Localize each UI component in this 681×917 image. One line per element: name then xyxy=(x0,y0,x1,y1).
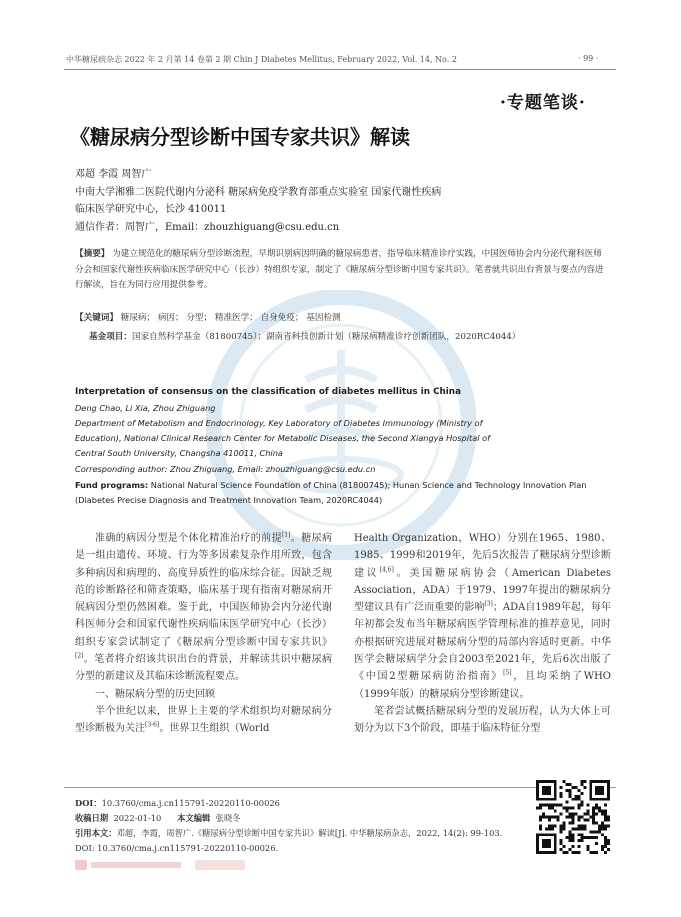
running-header: 中华糖尿病杂志 2022 年 2 月第 14 卷第 2 期 Chin J Diabetes Mellitus, February 2022, Vol. 14, No. 2 xyxy=(66,55,457,64)
citation-line: 引用本文：邓超，李霞，周智广.《糖尿病分型诊断中国专家共识》解读[J]. 中华糖尿病杂志，2022, 14(2): 99-103. DOI: 10.3760/cma.j.cn115791-20220110-00026. xyxy=(75,828,503,853)
english-funding-text: National Natural Science Foundation of China (81800745); Hunan Science and Technology Innovation Plan (Diabetes Precise Diagnosis and Treatment Innovation Team, 2020RC4044) xyxy=(75,480,587,505)
english-authors: Deng Chao, Li Xia, Zhou Zhiguang xyxy=(75,403,216,413)
body-paragraph: Health Organization，WHO）分别在1965、1980、1985、1999和2019年，先后5次报告了糖尿病分型诊断建议[4,6]。美国糖尿病协会（American Diabetes Association，ADA）于1979、1997年提出的糖尿病分型建议具有广泛而重要的影响[3]；ADA自1989年起，每年年初都会发布当年糖尿病医学管理标准的推荐意见，同时亦根据研究进展对糖尿病分型的局部内容适时更新。中华医学会糖尿病学分会自2003至2021年，先后6次出版了《中国2型糖尿病防治指南》[5]，且均采纳了WHO（1999年版）的糖尿病分型诊断建议。 xyxy=(354,533,612,700)
body-paragraph: 半个世纪以来，世界上主要的学术组织均对糖尿病分型诊断极为关注[3-6]。世界卫生组织（World xyxy=(75,705,332,735)
body-column-right xyxy=(354,530,611,738)
page-number: · 99 · xyxy=(578,54,599,63)
abstract-label: 【摘要】 xyxy=(75,249,110,259)
funding-cn xyxy=(75,330,607,346)
column-label: ·专题笔谈· xyxy=(500,93,586,113)
english-funding xyxy=(75,478,607,508)
english-affiliation-1: Department of Metabolism and Endocrinology, Key Laboratory of Diabetes Immunology (Ministry of xyxy=(75,418,483,428)
article-footer xyxy=(75,796,521,856)
english-title: Interpretation of consensus on the classification of diabetes mellitus in China xyxy=(75,387,462,397)
keywords-cn xyxy=(75,311,341,323)
received-line: 收稿日期 2022-01-10 本文编辑 张晓冬 xyxy=(75,813,241,823)
english-affiliation-2: Education), National Clinical Research Center for Metabolic Diseases, the Second Xiangya Hospital of xyxy=(75,433,491,443)
english-corresponding-author: Corresponding author: Zhou Zhiguang, Email: zhouzhiguang@csu.edu.cn xyxy=(75,464,376,474)
header-divider xyxy=(64,69,616,70)
keywords-text: 糖尿病； 病因； 分型； 精准医学； 自身免疫； 基因检测 xyxy=(120,313,341,323)
english-funding-label: Fund programs: xyxy=(75,480,149,490)
body-paragraph: 笔者尝试概括糖尿病分型的发展历程，认为大体上可划分为以下3个阶段，即基于临床特征分型 xyxy=(354,705,611,735)
qr-code[interactable] xyxy=(536,780,610,854)
publisher-logo-strip xyxy=(75,858,315,872)
keywords-label: 【关键词】 xyxy=(75,313,118,323)
abstract-cn xyxy=(75,247,607,294)
funding-text: 国家自然科学基金（81800745）；湖南省科技创新计划（糖尿病精准诊疗创新团队，2020RC4044） xyxy=(131,332,521,342)
abstract-text: 为建立规范化的糖尿病分型诊断流程，早期识别病因明确的糖尿病患者，指导临床精准诊疗实践，中国医师协会内分泌代谢科医师分会和国家代谢性疾病临床医学研究中心（长沙）特组织专家，制定了《糖尿病分型诊断中国专家共识》。笔者就共识出台背景与要点内容进行解读，旨在为同行应用提供参考。 xyxy=(75,249,604,290)
body-paragraph: 准确的病因分型是个体化精准治疗的前提[1]。糖尿病是一组由遗传、环境、行为等多因素复杂作用所致，包含多种病因和病理的、高度异质性的临床综合征。因缺乏规范的诊断路径和筛查策略，临床基于现有指南对糖尿病开展病因分型仍然困难。鉴于此，中国医师协会内分泌代谢科医师分会和国家代谢性疾病临床医学研究中心（长沙）组织专家尝试制定了《糖尿病分型诊断中国专家共识》[2]。笔者将介绍该共识出台的背景，并解读共识中糖尿病分型的新建议及其临床诊断流程要点。 xyxy=(75,531,333,683)
article-title: 《糖尿病分型诊断中国专家共识》解读 xyxy=(70,125,410,149)
english-affiliation-3: Central South University, Changsha 410011, China xyxy=(75,448,283,458)
section-heading: 一、糖尿病分型的历史回顾 xyxy=(95,688,215,700)
footer-divider xyxy=(64,787,616,788)
author-list: 邓超 李霞 周智广 xyxy=(75,169,152,180)
funding-label: 基金项目： xyxy=(89,332,132,342)
doi-line: DOI：10.3760/cma.j.cn115791-20220110-00026 xyxy=(75,798,280,808)
body-column-left xyxy=(75,530,332,738)
affiliation-line-2: 临床医学研究中心，长沙 410011 xyxy=(75,204,227,215)
affiliation-line-1: 中南大学湘雅二医院代谢内分泌科 糖尿病免疫学教育部重点实验室 国家代谢性疾病 xyxy=(75,187,442,198)
corresponding-author: 通信作者：周智广，Email：zhouzhiguang@csu.edu.cn xyxy=(75,222,340,233)
